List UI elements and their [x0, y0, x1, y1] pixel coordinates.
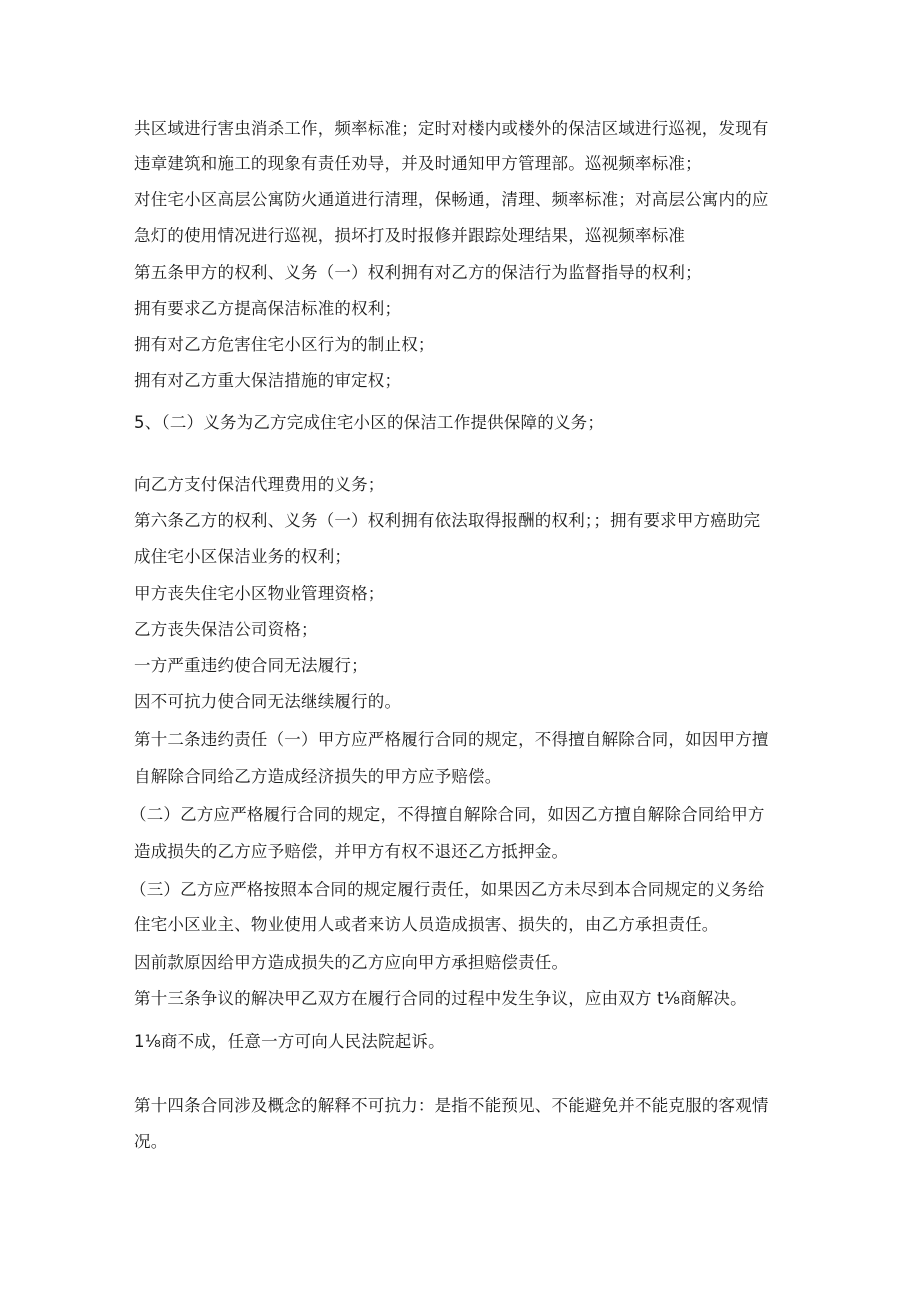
- text-line: 1⅛商不成，任意一方可向人民法院起诉。: [134, 1032, 445, 1051]
- text-line: 甲方丧失住宅小区物业管理资格；: [134, 584, 385, 603]
- text-line: 向乙方支付保洁代理费用的义务；: [134, 475, 385, 494]
- text-line: 第六条乙方的权利、义务（一）权利拥有依法取得报酬的权利；；拥有要求甲方癌助完: [134, 511, 761, 530]
- text-line: 因不可抗力使合同无法继续履行的。: [134, 692, 402, 711]
- text-line: （二）乙方应严格履行合同的规定，不得擅自解除合同，如因乙方擅自解除合同给甲方: [130, 805, 765, 824]
- text-line: 第五条甲方的权利、义务（一）权利拥有对乙方的保洁行为监督指导的权利；: [134, 263, 702, 282]
- text-line: 5、（二）义务为乙方完成住宅小区的保洁工作提供保障的义务；: [134, 413, 605, 432]
- text-line: 况。: [134, 1132, 168, 1151]
- text-line: 成住宅小区保洁业务的权利；: [134, 547, 352, 566]
- text-line: 对住宅小区高层公寓防火通道进行清理，保畅通，清理、频率标准；对高层公寓内的应: [134, 190, 769, 209]
- text-line: 违章建筑和施工的现象有责任劝导，并及时通知甲方管理部。巡视频率标准；: [134, 154, 702, 173]
- text-line: 一方严重违约使合同无法履行；: [134, 656, 368, 675]
- text-line: 急灯的使用情况进行巡视，损坏打及时报修并跟踪处理结果，巡视频率标准: [134, 226, 686, 245]
- text-line: 住宅小区业主、物业使用人或者来访人员造成损害、损失的，由乙方承担责任。: [134, 915, 719, 934]
- text-line: 乙方丧失保洁公司资格；: [134, 620, 318, 639]
- text-line: 拥有对乙方危害住宅小区行为的制止权；: [134, 335, 435, 354]
- text-line: 第十二条违约责任（一）甲方应严格履行合同的规定，不得擅自解除合同，如因甲方擅: [134, 730, 769, 749]
- text-line: 共区域进行害虫消杀工作，频率标准；定时对楼内或楼外的保洁区域进行巡视，发现有: [134, 119, 769, 138]
- text-line: 造成损失的乙方应予赔偿，并甲方有权不退还乙方抵押金。: [134, 842, 569, 861]
- text-line: 因前款原因给甲方造成损失的乙方应向甲方承担赔偿责任。: [134, 953, 569, 972]
- text-line: 拥有要求乙方提高保洁标准的权利；: [134, 299, 402, 318]
- text-line: 拥有对乙方重大保洁措施的审定权；: [134, 371, 402, 390]
- text-line: 自解除合同给乙方造成经济损失的甲方应予赔偿。: [134, 767, 502, 786]
- text-line: 第十四条合同涉及概念的解释不可抗力：是指不能预见、不能避免并不能克服的客观情: [134, 1096, 769, 1115]
- text-line: （三）乙方应严格按照本合同的规定履行责任，如果因乙方未尽到本合同规定的义务给: [130, 880, 765, 899]
- text-line: 第十三条争议的解决甲乙双方在履行合同的过程中发生争议，应由双方 t⅛商解决。: [134, 989, 747, 1008]
